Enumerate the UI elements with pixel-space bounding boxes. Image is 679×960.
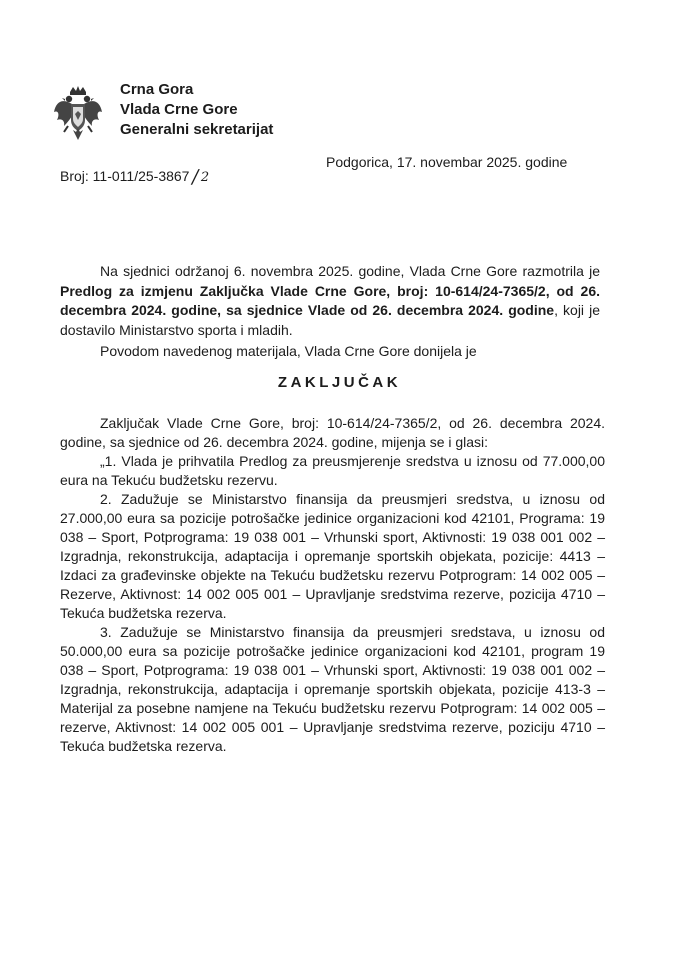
proposal-title: Predlog za izmjenu Zaključka Vlade Crne Gore, broj: 10-614/24-7365/2, od 26. decembra 2024. godine, sa sjednice Vlade od 26. decembra 2024. godine (60, 282, 600, 319)
conclusion-item-1: „1. Vlada je prihvatila Predlog za preusmjerenje sredstva u iznosu od 77.000,00 eura na Tekuću budžetsku rezervu. (60, 453, 605, 488)
conclusion-item-2: 2. Zadužuje se Ministarstvo finansija da preusmjeri sredstva, u iznosu od 27.000,00 eura sa pozicije potrošačke jedinice organizacioni kod 42101, Programa: 19 038 – Sport, Potprograma: 19 038 001 – Vrhunski sport, Aktivnosti: 19 038 001 002 – Izgradnja, rekonstrukcija, adaptacija i opremanje sportskih objekata, pozicije: 4413 – Izdaci za građevinske objekte na Tekuću budžetsku rezervu Potprogram: 14 002 005 – Rezerve, Aktivnost: 14 002 005 001 – Upravljanje sredstvima rezerve, pozicija 4710 – Tekuća budžetska rezerva. (60, 491, 605, 621)
intro-paragraph (60, 262, 600, 340)
adoption-statement: Povodom navedenog materijala, Vlada Crne Gore donijela je (100, 343, 477, 360)
conclusion-item-3: 3. Zadužuje se Ministarstvo finansija da preusmjeri sredstava, u iznosu od 50.000,00 eura sa pozicije potrošačke jedinice organizacioni kod 42101, program 19 038 – Sport, Potprograma: 19 038 001 – Vrhunski sport, Aktivnosti: 19 038 001 002 – Izgradnja, rekonstrukcija, adaptacija i opremanje sportskih objekata, pozicije 413-3 – Materijal za posebne namjene na Tekuću budžetsku rezervu Potprogram: 14 002 005 – rezerve, Aktivnost: 14 002 005 001 – Upravljanje sredstvima rezerve, poziciju 4710 – Tekuća budžetska rezerva. (60, 624, 605, 754)
reference-number (60, 164, 209, 186)
conclusion-body (60, 414, 605, 756)
intro-sentence-start: Na sjednici održanoj 6. novembra 2025. godine, Vlada Crne Gore razmotrila je (100, 263, 600, 279)
place-and-date: Podgorica, 17. novembar 2025. godine (326, 154, 568, 170)
intro-sentence-end: , koji je dostavilo Ministarstvo sporta i mladih. (60, 302, 600, 338)
handwritten-slash-icon: / (190, 166, 201, 188)
coat-of-arms-icon (52, 84, 104, 144)
issuer-block (120, 80, 273, 140)
issuer-government: Vlada Crne Gore (120, 101, 238, 118)
issuer-country: Crna Gora (120, 81, 194, 98)
conclusion-preamble: Zaključak Vlade Crne Gore, broj: 10-614/24-7365/2, od 26. decembra 2024. godine, sa sjednice od 26. decembra 2024. godine, mijenja se i glasi: (60, 415, 605, 450)
reference-label: Broj: 11-011/25-3867 (60, 168, 190, 184)
issuer-secretariat: Generalni sekretarijat (120, 121, 274, 138)
intro-section (60, 262, 600, 362)
conclusion-heading: ZAKLJUČAK (277, 374, 402, 391)
handwritten-suffix: 2 (200, 170, 210, 185)
